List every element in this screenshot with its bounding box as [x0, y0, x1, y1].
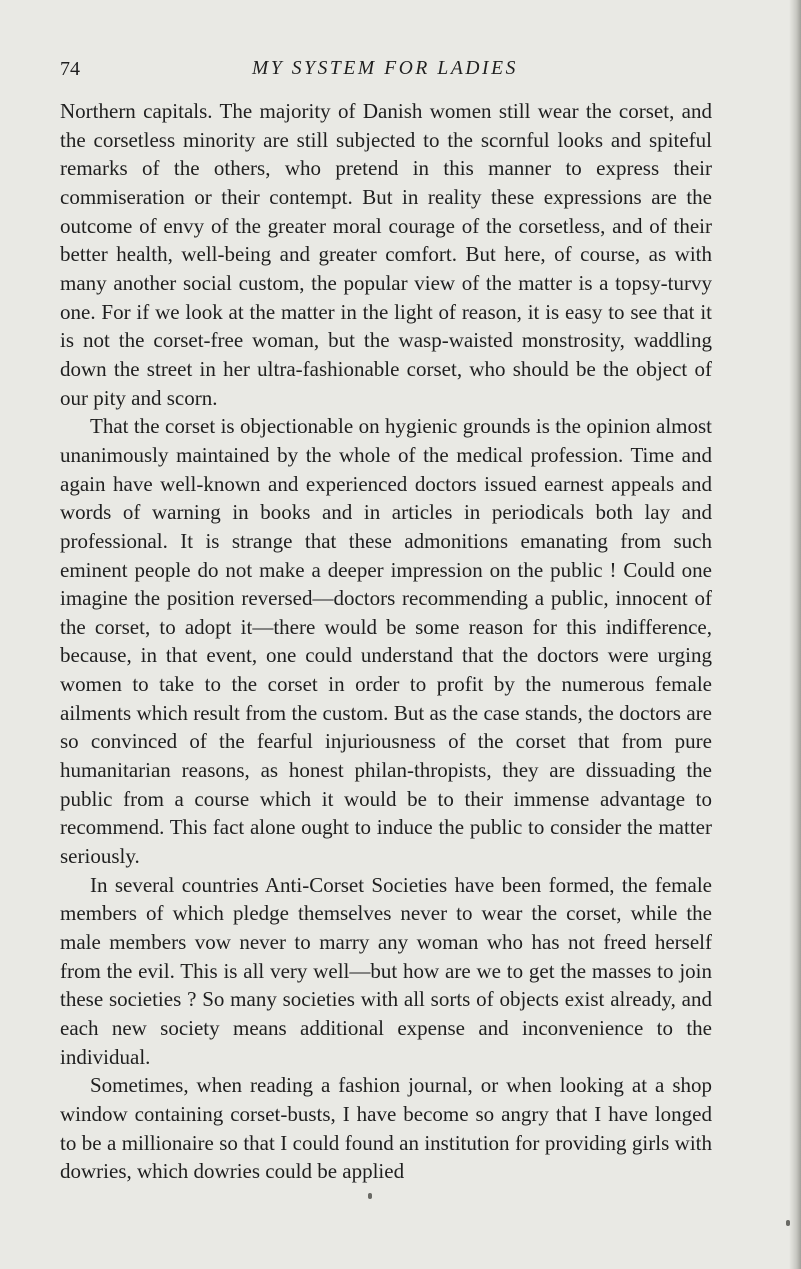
running-title: MY SYSTEM FOR LADIES: [252, 58, 518, 79]
ink-speck: [368, 1193, 372, 1199]
page-number: 74: [60, 58, 80, 80]
paragraph: Sometimes, when reading a fashion journal, or when looking at a shop window containing corset-busts, I have become so angry that I have longed to be a millionaire so that I could found an institution for providing girls with dowries, which dowries could be applied: [60, 1073, 712, 1184]
page-header: [60, 58, 710, 88]
body-text: [60, 97, 712, 1186]
ink-speck: [786, 1220, 790, 1226]
page-edge-shadow: [789, 0, 801, 1269]
paragraph: In several countries Anti-Corset Societies have been formed, the female members of which pledge themselves never to wear the corset, while the male members vow never to marry any woman who has not freed herself from the evil. This is all very well—but how are we to get the masses to join these societies ? So many societies with all sorts of objects exist already, and each new society means additional expense and inconvenience to the individual.: [60, 872, 712, 1069]
paragraph: Northern capitals. The majority of Danish women still wear the corset, and the corsetless minority are still subjected to the scornful looks and spiteful remarks of the others, who pretend in this manner to express their commiseration or their contempt. But in reality these expressions are the outcome of envy of the greater moral courage of the corsetless, and of their better health, well-being and greater comfort. But here, of course, as with many another social custom, the popular view of the matter is a topsy-turvy one. For if we look at the matter in the light of reason, it is easy to see that it is not the corset-free woman, but the wasp-waisted monstrosity, waddling down the street in her ultra-fashionable corset, who should be the object of our pity and scorn.: [60, 99, 712, 410]
paragraph: That the corset is objectionable on hygienic grounds is the opinion almost unanimously maintained by the whole of the medical profession. Time and again have well-known and experienced doctors issued earnest appeals and words of warning in books and in articles in periodicals both lay and professional. It is strange that these admonitions emanating from such eminent people do not make a deeper impression on the public ! Could one imagine the position reversed—doctors recommending a public, innocent of the corset, to adopt it—there would be some reason for this indifference, because, in that event, one could understand that the doctors were urging women to take to the corset in order to profit by the numerous female ailments which result from the custom. But as the case stands, the doctors are so convinced of the fearful injuriousness of the corset that from pure humanitarian reasons, as honest philan-thropists, they are dissuading the public from a course which it would be to their immense advantage to recommend. This fact alone ought to induce the public to consider the matter seriously.: [60, 414, 712, 869]
